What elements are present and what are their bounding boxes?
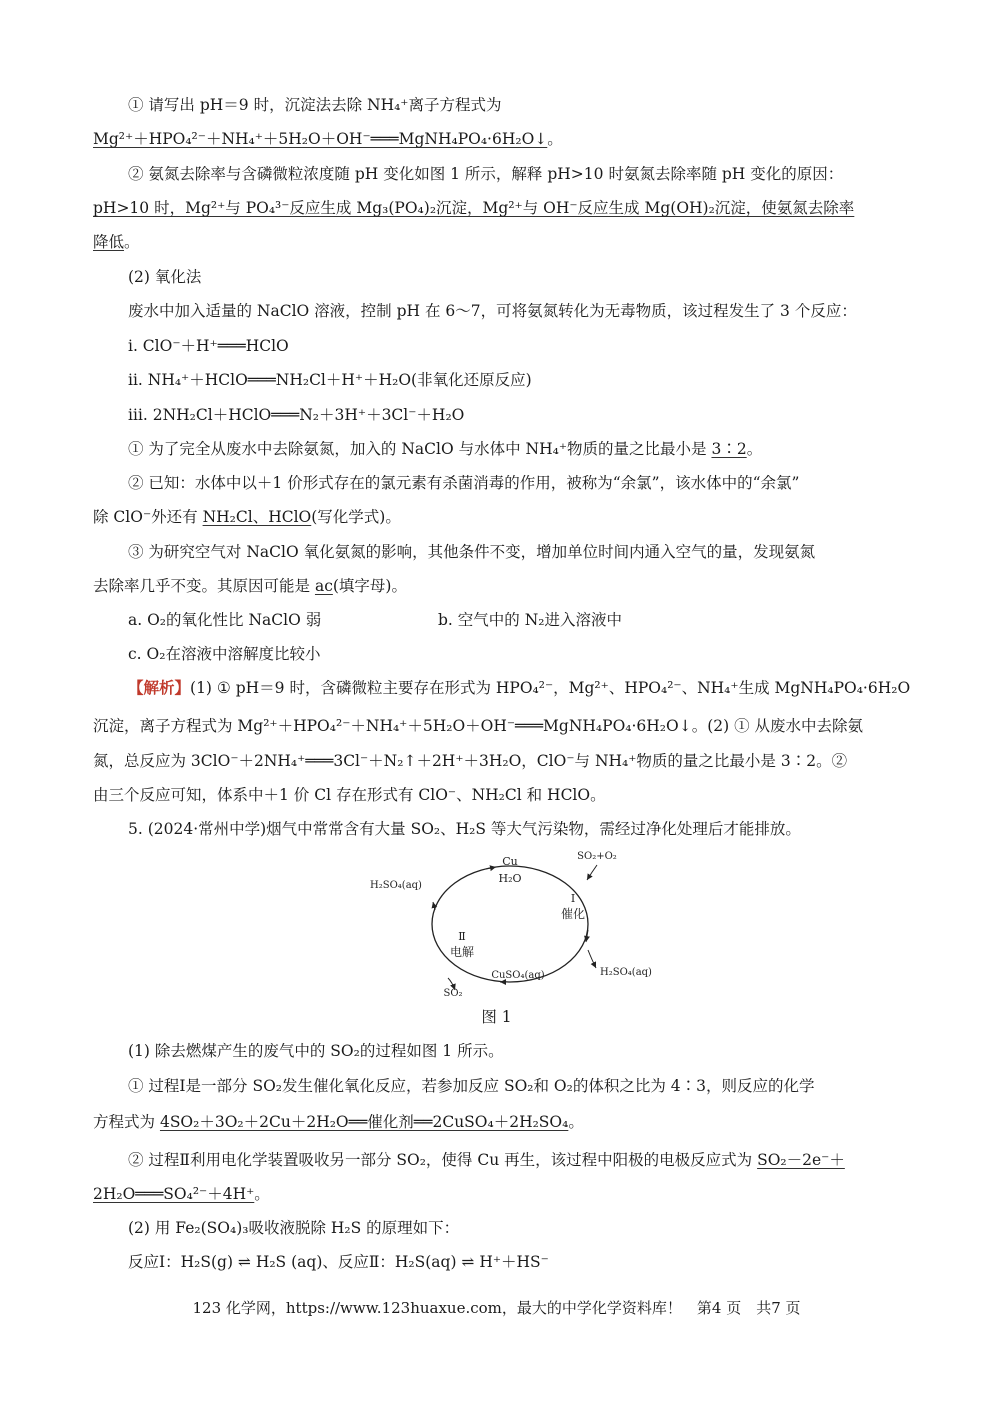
s2-question-3-cont: 去除率几乎不变。其原因可能是 ac(填字母)。	[93, 577, 407, 595]
jiexi-line-3: 氮，总反应为 3ClO⁻＋2NH₄⁺═══3Cl⁻＋N₂↑＋2H⁺＋3H₂O，ClO⁻与 NH₄⁺物质的量之比最小是 3∶2。②	[93, 752, 848, 770]
reaction-2: ⅱ. NH₄⁺＋HClO═══NH₂Cl＋H⁺＋H₂O(非氧化还原反应)	[128, 371, 532, 389]
fig-step-1-name: 催化	[560, 907, 586, 921]
q5-1b-answer-1: SO₂－2e⁻＋	[757, 1151, 845, 1169]
q5-1b-answer-2: 2H₂O═══SO₄²⁻＋4H⁺	[93, 1185, 255, 1203]
fig-h2so4-left: H₂SO₄(aq)	[370, 880, 422, 891]
fig-h2so4-right: H₂SO₄(aq)	[600, 967, 652, 978]
q2-prompt: ② 氨氮去除率与含磷微粒浓度随 pH 变化如图 1 所示，解释 pH>10 时氨氮去除率随 pH 变化的原因：	[128, 165, 844, 183]
q1-prompt: ① 请写出 pH＝9 时，沉淀法去除 NH₄⁺离子方程式为	[128, 96, 502, 114]
jiexi-line-1: 【解析】(1) ① pH＝9 时，含磷微粒主要存在形式为 HPO₄²⁻，Mg²⁺、HPO₄²⁻、NH₄⁺生成 MgNH₄PO₄·6H₂O	[128, 678, 911, 697]
s2-question-2-cont: 除 ClO⁻外还有 NH₂Cl、HClO(写化学式)。	[93, 508, 401, 526]
fig-so2: SO₂	[443, 988, 463, 999]
q5-part-1a: ① 过程Ⅰ是一部分 SO₂发生催化氧化反应，若参加反应 SO₂和 O₂的体积之比为 4∶3，则反应的化学	[128, 1077, 815, 1095]
jiexi-line-4: 由三个反应可知，体系中＋1 价 Cl 存在形式有 ClO⁻、NH₂Cl 和 HClO。	[93, 786, 606, 804]
question-5: 5. (2024·常州中学)烟气中常常含有大量 SO₂、H₂S 等大气污染物，需经过净化处理后才能排放。	[128, 820, 801, 838]
jiexi-line-2: 沉淀，离子方程式为 Mg²⁺＋HPO₄²⁻＋NH₄⁺＋5H₂O＋OH⁻═══MgNH₄PO₄·6H₂O↓。(2) ① 从废水中去除氨	[93, 717, 864, 735]
q5-part-1b: ② 过程Ⅱ利用电化学装置吸收另一部分 SO₂，使得 Cu 再生，该过程中阳极的电极反应式为 SO₂－2e⁻＋	[128, 1151, 845, 1169]
q1-answer: Mg²⁺＋HPO₄²⁻＋NH₄⁺＋5H₂O＋OH⁻═══MgNH₄PO₄·6H₂O↓	[93, 130, 548, 148]
q5-part-1b-cont: 2H₂O═══SO₄²⁻＋4H⁺。	[93, 1185, 270, 1203]
section-2-title: (2) 氧化法	[128, 268, 202, 286]
cycle-diagram	[360, 850, 660, 1000]
q2-answer-line-2: 降低。	[93, 233, 140, 251]
arrow-so2o2-in	[587, 865, 597, 880]
s2q1-answer: 3∶2	[711, 440, 747, 458]
q2-answer-line-1: pH>10 时，Mg²⁺与 PO₄³⁻反应生成 Mg₃(PO₄)₂沉淀，Mg²⁺与 OH⁻反应生成 Mg(OH)₂沉淀，使氨氮去除率	[93, 199, 855, 217]
fig-step-2: Ⅱ	[458, 930, 466, 943]
s2-question-2: ② 已知：水体中以＋1 价形式存在的氯元素有杀菌消毒的作用，被称为“余氯”，该水体中的“余氯”	[128, 474, 800, 492]
figure-caption: 图 1	[481, 1008, 512, 1026]
q5-part-1: (1) 除去燃煤产生的废气中的 SO₂的过程如图 1 所示。	[128, 1042, 504, 1060]
fig-cuso4: CuSO₄(aq)	[491, 970, 545, 981]
q5-part-2-reactions: 反应Ⅰ：H₂S(g) ⇌ H₂S (aq)、反应Ⅱ：H₂S(aq) ⇌ H⁺＋HS⁻	[128, 1253, 549, 1271]
page-footer: 123 化学网，https://www.123huaxue.com，最大的中学化学资料库！ 第4 页 共7 页	[192, 1299, 801, 1317]
fig-cu: Cu	[502, 855, 518, 868]
reaction-3: ⅲ. 2NH₂Cl＋HClO═══N₂＋3H⁺＋3Cl⁻＋H₂O	[128, 406, 465, 424]
arrow-h2so4-out	[588, 950, 596, 968]
fig-h2o: H₂O	[498, 872, 522, 885]
fig-so2-o2: SO₂+O₂	[577, 851, 617, 862]
reaction-1: ⅰ. ClO⁻＋H⁺═══HClO	[128, 337, 289, 355]
section-2-intro: 废水中加入适量的 NaClO 溶液，控制 pH 在 6～7，可将氨氮转化为无毒物质，该过程发生了 3 个反应：	[128, 302, 857, 320]
q5-part-2: (2) 用 Fe₂(SO₄)₃吸收液脱除 H₂S 的原理如下：	[128, 1219, 460, 1237]
q5-1a-answer: 4SO₂＋3O₂＋2Cu＋2H₂O══催化剂══2CuSO₄＋2H₂SO₄	[159, 1113, 569, 1131]
fig-step-1: Ⅰ	[570, 892, 576, 905]
s2-question-1: ① 为了完全从废水中去除氨氮，加入的 NaClO 与水体中 NH₄⁺物质的量之比最小是 3∶2。	[128, 440, 763, 458]
option-c: c. O₂在溶液中溶解度比较小	[128, 645, 321, 663]
s2q2-answer: NH₂Cl、HClO	[202, 508, 312, 526]
fig-step-2-name: 电解	[449, 945, 475, 959]
jiexi-tag: 【解析】	[128, 678, 191, 697]
s2q3-answer: ac	[314, 577, 333, 595]
s2-question-3: ③ 为研究空气对 NaClO 氧化氨氮的影响，其他条件不变，增加单位时间内通入空气的量，发现氨氮	[128, 543, 816, 561]
option-b: b. 空气中的 N₂进入溶液中	[438, 611, 622, 629]
q5-part-1a-cont: 方程式为 4SO₂＋3O₂＋2Cu＋2H₂O══催化剂══2CuSO₄＋2H₂SO₄。	[93, 1113, 584, 1131]
option-a: a. O₂的氧化性比 NaClO 弱	[128, 611, 322, 629]
q1-answer-line: Mg²⁺＋HPO₄²⁻＋NH₄⁺＋5H₂O＋OH⁻═══MgNH₄PO₄·6H₂O↓。	[93, 130, 563, 148]
